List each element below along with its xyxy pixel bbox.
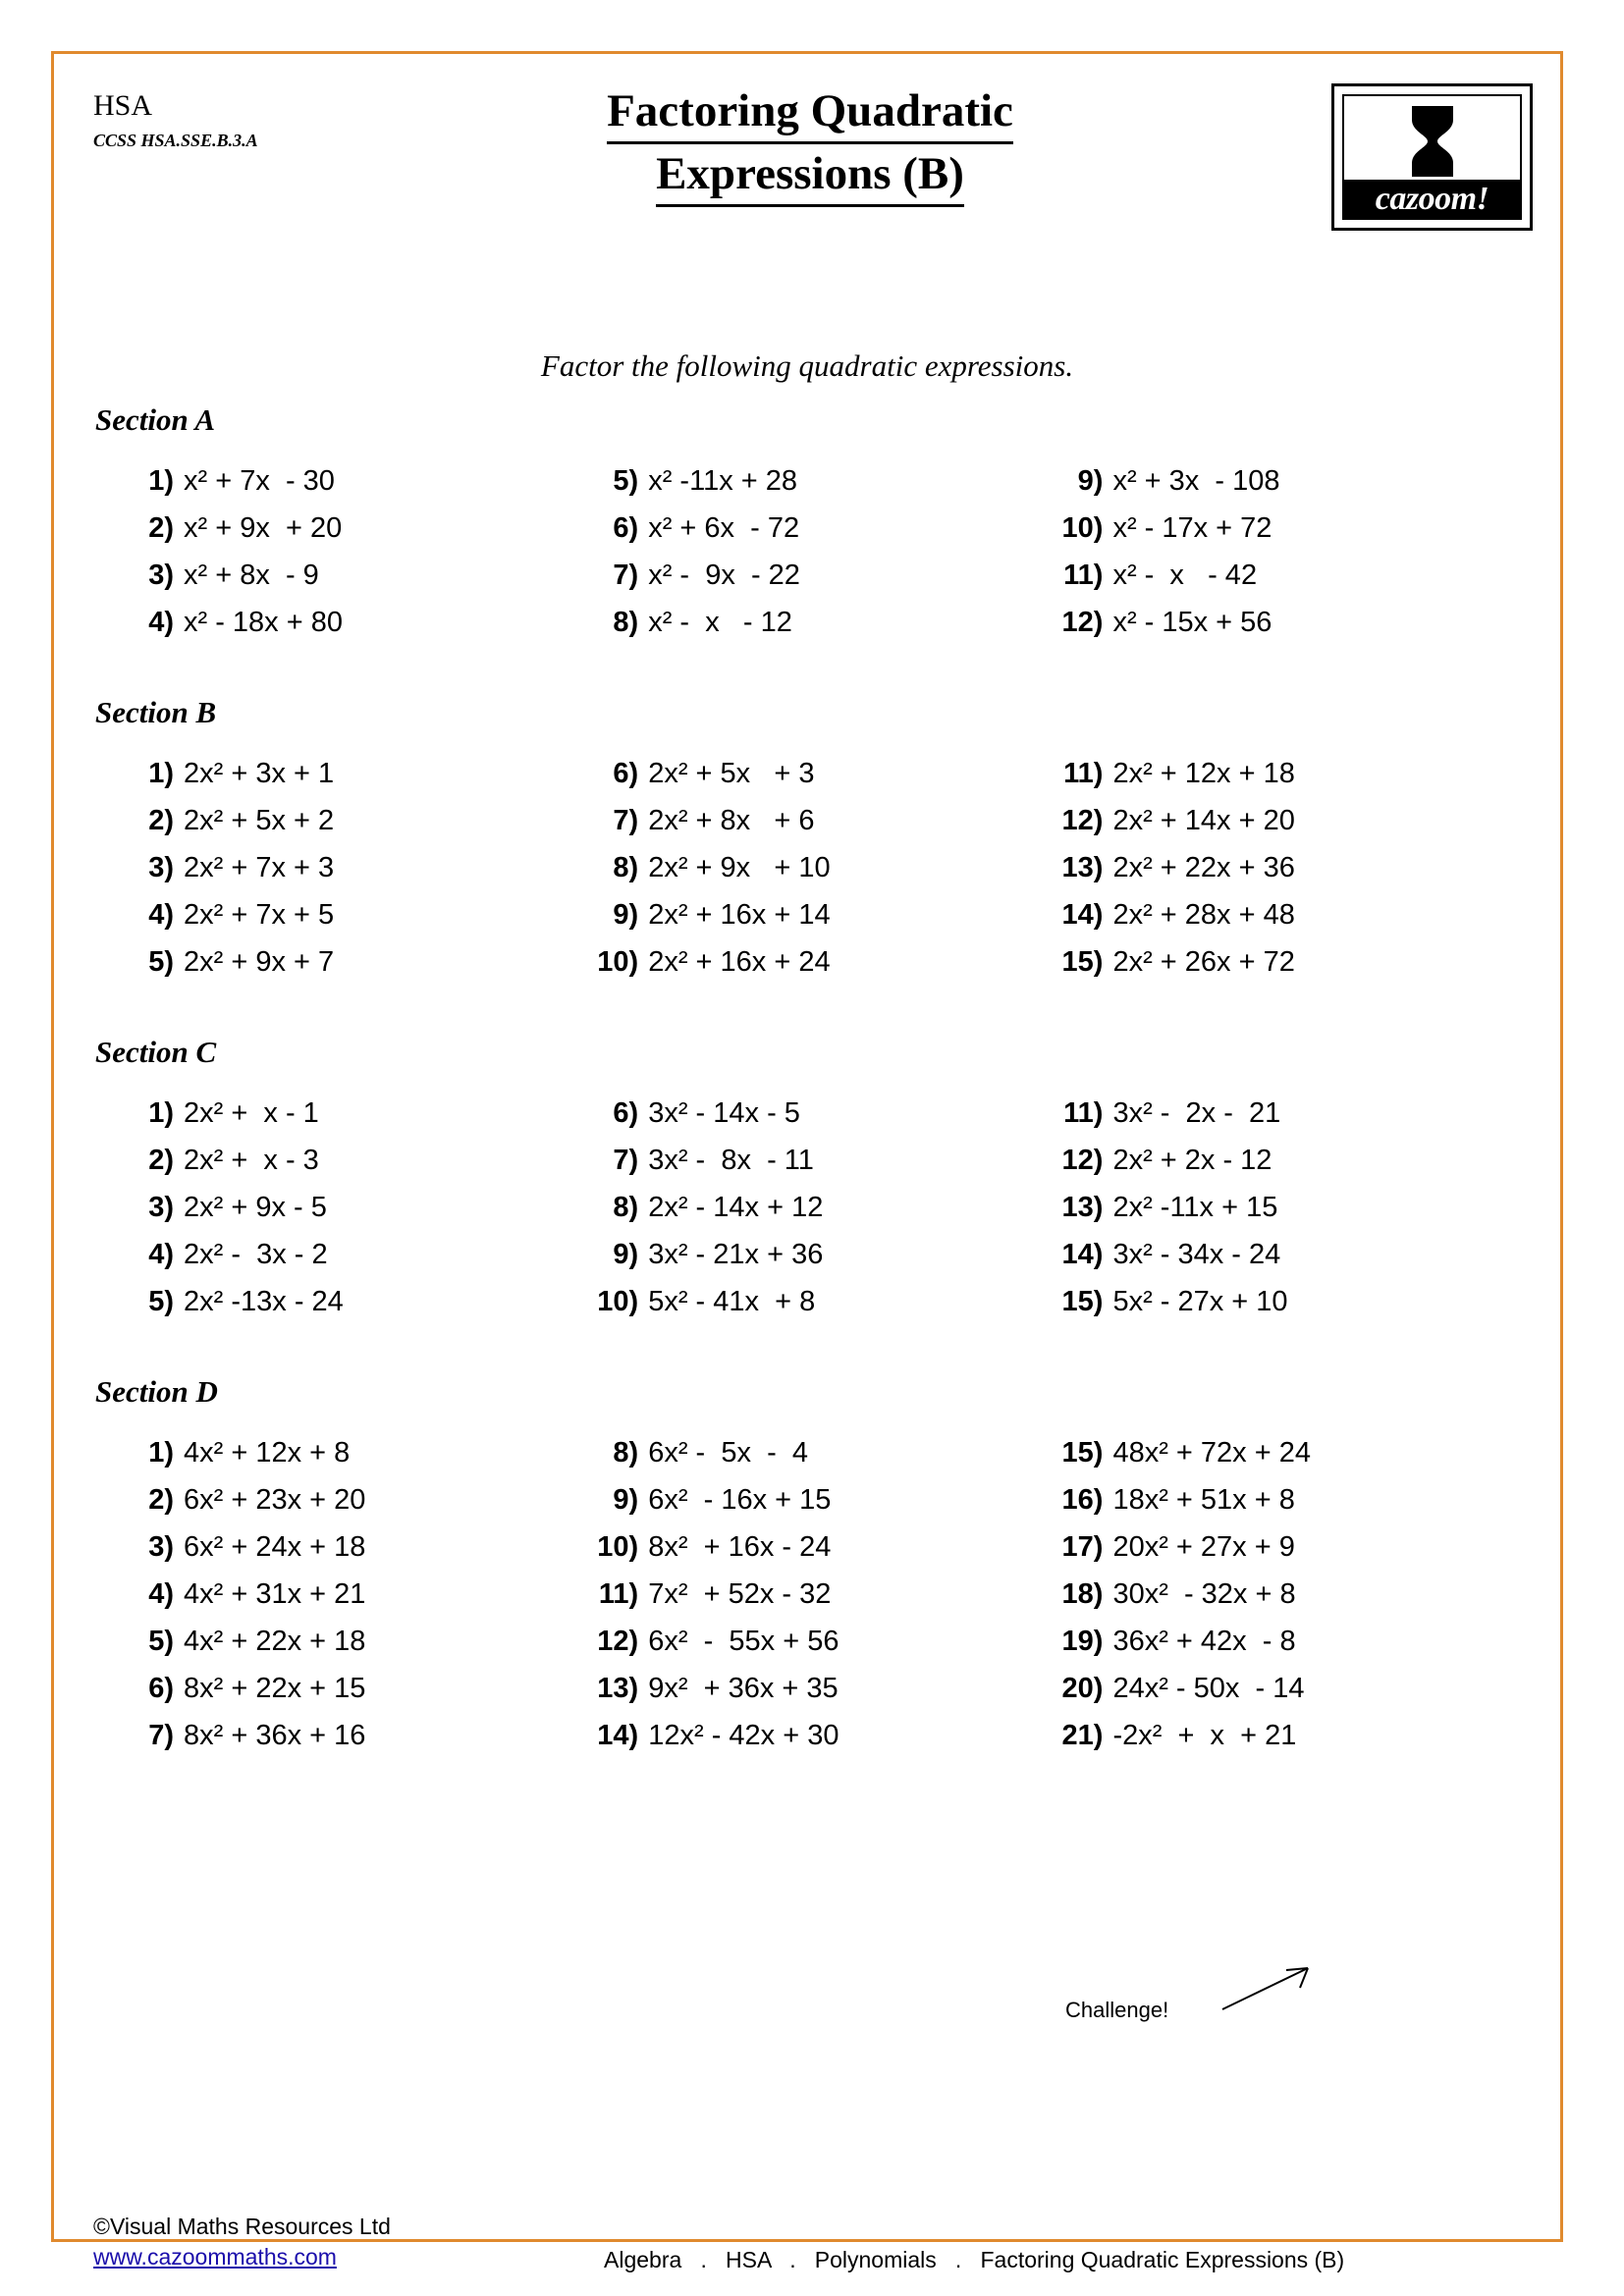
- section-d-column-1: [123, 1439, 587, 1769]
- question-number: 4): [148, 1239, 174, 1270]
- question-expression: 2x² + 9x + 7: [184, 946, 335, 978]
- section-b-column-3: [1052, 760, 1531, 995]
- question-number: 14): [1061, 899, 1104, 931]
- question-expression: 2x² + 2x - 12: [1112, 1145, 1272, 1176]
- breadcrumb: Algebra . HSA . Polynomials . Factoring Quadratic Expressions (B): [604, 2247, 1345, 2272]
- question-number: 1): [148, 1097, 174, 1129]
- question-number: 7): [613, 805, 639, 836]
- question-item: [1052, 1241, 1531, 1269]
- question-item: [123, 1288, 587, 1316]
- question-number: 12): [1061, 805, 1104, 836]
- copyright-block: [93, 2212, 391, 2272]
- question-expression: 7x² + 52x - 32: [648, 1578, 832, 1610]
- question-expression: 8x² + 22x + 15: [184, 1673, 366, 1704]
- question-item: [587, 1675, 1052, 1703]
- question-item: [587, 901, 1052, 930]
- question-item: [587, 1580, 1052, 1609]
- section-spacer: [54, 995, 1560, 1035]
- question-number: 5): [148, 946, 174, 978]
- question-expression: 2x² - 3x - 2: [184, 1239, 328, 1270]
- question-item: [123, 561, 587, 590]
- section-c-title: Section C: [95, 1035, 217, 1069]
- question-number: 2): [148, 512, 174, 544]
- question-expression: x² - x - 42: [1112, 560, 1258, 591]
- question-expression: 2x² + 14x + 20: [1112, 805, 1295, 836]
- question-expression: x² - 18x + 80: [184, 607, 343, 638]
- question-number: 10): [597, 946, 639, 978]
- section-a: [54, 402, 1560, 656]
- question-number: 8): [613, 607, 639, 638]
- question-item: [123, 1628, 587, 1656]
- section-b-columns: [54, 760, 1560, 995]
- question-number: 6): [148, 1673, 174, 1704]
- question-expression: 6x² + 24x + 18: [184, 1531, 366, 1563]
- question-expression: 3x² - 14x - 5: [648, 1097, 800, 1129]
- question-item: [1052, 1675, 1531, 1703]
- question-item: [587, 561, 1052, 590]
- question-item: [587, 1288, 1052, 1316]
- section-c: [54, 1035, 1560, 1335]
- question-number: 2): [148, 805, 174, 836]
- question-number: 4): [148, 899, 174, 931]
- question-item: [123, 467, 587, 496]
- question-number: 12): [597, 1626, 639, 1657]
- question-item: [123, 1439, 587, 1468]
- question-item: [123, 1194, 587, 1222]
- question-item: [123, 760, 587, 788]
- instruction-text: Factor the following quadratic expressions.: [540, 348, 1074, 383]
- question-expression: 9x² + 36x + 35: [648, 1673, 839, 1704]
- section-spacer: [54, 656, 1560, 695]
- question-expression: 2x² + x - 1: [184, 1097, 319, 1129]
- question-expression: 2x² + 9x - 5: [184, 1192, 327, 1223]
- section-a-title: Section A: [95, 402, 216, 437]
- challenge-arrow-icon: [1218, 1958, 1326, 2022]
- question-item: [587, 1722, 1052, 1750]
- question-item: [587, 1439, 1052, 1468]
- question-number: 3): [148, 1531, 174, 1563]
- question-expression: 30x² - 32x + 8: [1112, 1578, 1296, 1610]
- question-item: [123, 1241, 587, 1269]
- question-expression: 6x² - 55x + 56: [648, 1626, 839, 1657]
- question-item: [587, 948, 1052, 977]
- question-item: [587, 514, 1052, 543]
- question-number: 9): [613, 1484, 639, 1516]
- question-item: [1052, 609, 1531, 637]
- question-item: [1052, 467, 1531, 496]
- question-number: 12): [1061, 607, 1104, 638]
- question-item: [1052, 854, 1531, 882]
- question-expression: 2x² + 22x + 36: [1112, 852, 1295, 883]
- question-expression: 2x² -13x - 24: [184, 1286, 344, 1317]
- question-expression: 4x² + 22x + 18: [184, 1626, 366, 1657]
- question-number: 14): [597, 1720, 639, 1751]
- question-item: [587, 854, 1052, 882]
- question-number: 1): [148, 1437, 174, 1468]
- section-b-column-1: [123, 760, 587, 995]
- question-number: 1): [148, 465, 174, 497]
- question-item: [587, 467, 1052, 496]
- section-a-column-2: [587, 467, 1052, 656]
- question-expression: 24x² - 50x - 14: [1112, 1673, 1305, 1704]
- question-expression: 6x² + 23x + 20: [184, 1484, 366, 1516]
- question-number: 11): [1063, 1097, 1104, 1129]
- ccss-reference: CCSS HSA.SSE.B.3.A: [93, 131, 258, 150]
- question-expression: 5x² - 27x + 10: [1112, 1286, 1288, 1317]
- section-d-column-2: [587, 1439, 1052, 1769]
- question-expression: x² -11x + 28: [648, 465, 798, 497]
- question-number: 4): [148, 1578, 174, 1610]
- question-number: 15): [1061, 946, 1104, 978]
- question-item: [587, 1533, 1052, 1562]
- question-expression: 2x² + 16x + 24: [648, 946, 831, 978]
- question-expression: 3x² - 2x - 21: [1112, 1097, 1281, 1129]
- question-number: 11): [1063, 560, 1104, 591]
- section-b: [54, 695, 1560, 995]
- question-expression: x² + 8x - 9: [184, 560, 319, 591]
- question-expression: x² - 15x + 56: [1112, 607, 1272, 638]
- question-number: 8): [613, 1437, 639, 1468]
- page-title: [309, 81, 1311, 207]
- question-number: 8): [613, 852, 639, 883]
- question-item: [1052, 1147, 1531, 1175]
- question-item: [587, 1099, 1052, 1128]
- question-expression: 5x² - 41x + 8: [648, 1286, 816, 1317]
- question-expression: x² + 6x - 72: [648, 512, 800, 544]
- question-number: 9): [613, 899, 639, 931]
- question-expression: 2x² + 7x + 5: [184, 899, 335, 931]
- section-c-column-3: [1052, 1099, 1531, 1335]
- question-number: 4): [148, 607, 174, 638]
- question-expression: x² - 9x - 22: [648, 560, 800, 591]
- question-item: [587, 1147, 1052, 1175]
- question-expression: 2x² + 3x + 1: [184, 758, 335, 789]
- question-item: [587, 1486, 1052, 1515]
- question-item: [1052, 1439, 1531, 1468]
- question-number: 13): [597, 1673, 639, 1704]
- section-spacer: [54, 1335, 1560, 1374]
- question-expression: -2x² + x + 21: [1112, 1720, 1297, 1751]
- worksheet-header: [54, 54, 1560, 250]
- question-item: [1052, 807, 1531, 835]
- question-item: [1052, 901, 1531, 930]
- website-link[interactable]: www.cazoommaths.com: [93, 2244, 337, 2270]
- question-number: 6): [613, 512, 639, 544]
- question-number: 20): [1061, 1673, 1104, 1704]
- question-number: 21): [1061, 1720, 1104, 1751]
- question-number: 19): [1061, 1626, 1104, 1657]
- section-c-column-2: [587, 1099, 1052, 1335]
- challenge-label: Challenge!: [1065, 1998, 1169, 2022]
- question-expression: 2x² + 12x + 18: [1112, 758, 1295, 789]
- section-c-columns: [54, 1099, 1560, 1335]
- question-number: 14): [1061, 1239, 1104, 1270]
- question-number: 5): [613, 465, 639, 497]
- question-number: 10): [597, 1286, 639, 1317]
- question-item: [1052, 1194, 1531, 1222]
- question-expression: 2x² + 7x + 3: [184, 852, 335, 883]
- question-expression: 36x² + 42x - 8: [1112, 1626, 1296, 1657]
- question-number: 16): [1061, 1484, 1104, 1516]
- question-expression: 4x² + 31x + 21: [184, 1578, 366, 1610]
- logo-wordmark: cazoom!: [1344, 180, 1520, 218]
- question-item: [1052, 1099, 1531, 1128]
- section-c-column-1: [123, 1099, 587, 1335]
- question-item: [587, 1241, 1052, 1269]
- question-expression: 2x² + 5x + 2: [184, 805, 335, 836]
- question-expression: 2x² + 8x + 6: [648, 805, 815, 836]
- question-number: 10): [597, 1531, 639, 1563]
- question-expression: 2x² + 16x + 14: [648, 899, 831, 931]
- section-b-title: Section B: [95, 695, 217, 729]
- question-number: 3): [148, 560, 174, 591]
- question-number: 8): [613, 1192, 639, 1223]
- question-number: 6): [613, 758, 639, 789]
- question-item: [587, 1194, 1052, 1222]
- sections-container: [54, 402, 1560, 1769]
- question-item: [123, 948, 587, 977]
- question-expression: 2x² + x - 3: [184, 1145, 319, 1176]
- question-item: [123, 1580, 587, 1609]
- question-item: [587, 1628, 1052, 1656]
- question-item: [587, 760, 1052, 788]
- question-number: 15): [1061, 1437, 1104, 1468]
- page-title-line2: Expressions (B): [656, 144, 964, 207]
- question-item: [1052, 561, 1531, 590]
- question-expression: 2x² + 5x + 3: [648, 758, 815, 789]
- question-expression: 2x² - 14x + 12: [648, 1192, 824, 1223]
- question-item: [123, 807, 587, 835]
- question-number: 18): [1061, 1578, 1104, 1610]
- section-d-column-3: [1052, 1439, 1531, 1769]
- question-item: [1052, 1288, 1531, 1316]
- question-expression: x² - 17x + 72: [1112, 512, 1272, 544]
- cazoom-logo: [1331, 83, 1533, 231]
- question-item: [123, 1533, 587, 1562]
- question-number: 3): [148, 1192, 174, 1223]
- question-number: 7): [613, 1145, 639, 1176]
- question-number: 15): [1061, 1286, 1104, 1317]
- question-item: [1052, 760, 1531, 788]
- question-number: 12): [1061, 1145, 1104, 1176]
- question-item: [1052, 1722, 1531, 1750]
- question-expression: 4x² + 12x + 8: [184, 1437, 351, 1468]
- copyright-text: ©Visual Maths Resources Ltd: [93, 2214, 391, 2239]
- question-item: [587, 609, 1052, 637]
- section-b-column-2: [587, 760, 1052, 995]
- question-expression: 6x² - 5x - 4: [648, 1437, 808, 1468]
- question-item: [123, 901, 587, 930]
- question-number: 13): [1061, 1192, 1104, 1223]
- question-expression: 6x² - 16x + 15: [648, 1484, 832, 1516]
- question-number: 1): [148, 758, 174, 789]
- section-d-title: Section D: [95, 1374, 218, 1409]
- question-item: [123, 514, 587, 543]
- question-number: 11): [1063, 758, 1104, 789]
- question-expression: 8x² + 36x + 16: [184, 1720, 366, 1751]
- question-number: 6): [613, 1097, 639, 1129]
- section-a-column-1: [123, 467, 587, 656]
- question-expression: x² + 9x + 20: [184, 512, 343, 544]
- question-item: [1052, 1486, 1531, 1515]
- question-item: [123, 1722, 587, 1750]
- question-expression: 3x² - 8x - 11: [648, 1145, 814, 1176]
- question-number: 2): [148, 1484, 174, 1516]
- question-item: [123, 609, 587, 637]
- question-expression: x² + 7x - 30: [184, 465, 335, 497]
- question-number: 7): [613, 560, 639, 591]
- question-expression: 3x² - 34x - 24: [1112, 1239, 1281, 1270]
- question-item: [1052, 514, 1531, 543]
- question-number: 3): [148, 852, 174, 883]
- question-number: 11): [598, 1578, 639, 1610]
- hourglass-icon: [1398, 102, 1467, 186]
- question-number: 2): [148, 1145, 174, 1176]
- question-item: [123, 1147, 587, 1175]
- section-d: [54, 1374, 1560, 1769]
- section-a-column-3: [1052, 467, 1531, 656]
- question-expression: 18x² + 51x + 8: [1112, 1484, 1295, 1516]
- page-title-line1: Factoring Quadratic: [607, 81, 1013, 144]
- question-number: 10): [1061, 512, 1104, 544]
- question-number: 13): [1061, 852, 1104, 883]
- question-item: [1052, 1533, 1531, 1562]
- question-expression: x² - x - 12: [648, 607, 792, 638]
- question-item: [123, 1675, 587, 1703]
- question-expression: 2x² + 26x + 72: [1112, 946, 1295, 978]
- question-number: 5): [148, 1626, 174, 1657]
- question-item: [123, 1099, 587, 1128]
- section-d-columns: [54, 1439, 1560, 1769]
- question-expression: 8x² + 16x - 24: [648, 1531, 832, 1563]
- standard-code: HSA: [93, 89, 153, 122]
- question-item: [1052, 1628, 1531, 1656]
- question-number: 7): [148, 1720, 174, 1751]
- question-item: [123, 1486, 587, 1515]
- question-expression: 3x² - 21x + 36: [648, 1239, 824, 1270]
- logo-inner-frame: [1342, 94, 1522, 220]
- question-item: [123, 854, 587, 882]
- section-a-columns: [54, 467, 1560, 656]
- question-expression: 2x² -11x + 15: [1112, 1192, 1278, 1223]
- worksheet-page: [51, 51, 1563, 2272]
- question-expression: 2x² + 9x + 10: [648, 852, 831, 883]
- question-number: 17): [1061, 1531, 1104, 1563]
- question-expression: x² + 3x - 108: [1112, 465, 1280, 497]
- question-number: 9): [613, 1239, 639, 1270]
- question-expression: 2x² + 28x + 48: [1112, 899, 1295, 931]
- question-item: [587, 807, 1052, 835]
- question-number: 9): [1077, 465, 1104, 497]
- question-item: [1052, 948, 1531, 977]
- question-number: 5): [148, 1286, 174, 1317]
- question-expression: 12x² - 42x + 30: [648, 1720, 839, 1751]
- question-expression: 48x² + 72x + 24: [1112, 1437, 1311, 1468]
- question-item: [1052, 1580, 1531, 1609]
- question-expression: 20x² + 27x + 9: [1112, 1531, 1295, 1563]
